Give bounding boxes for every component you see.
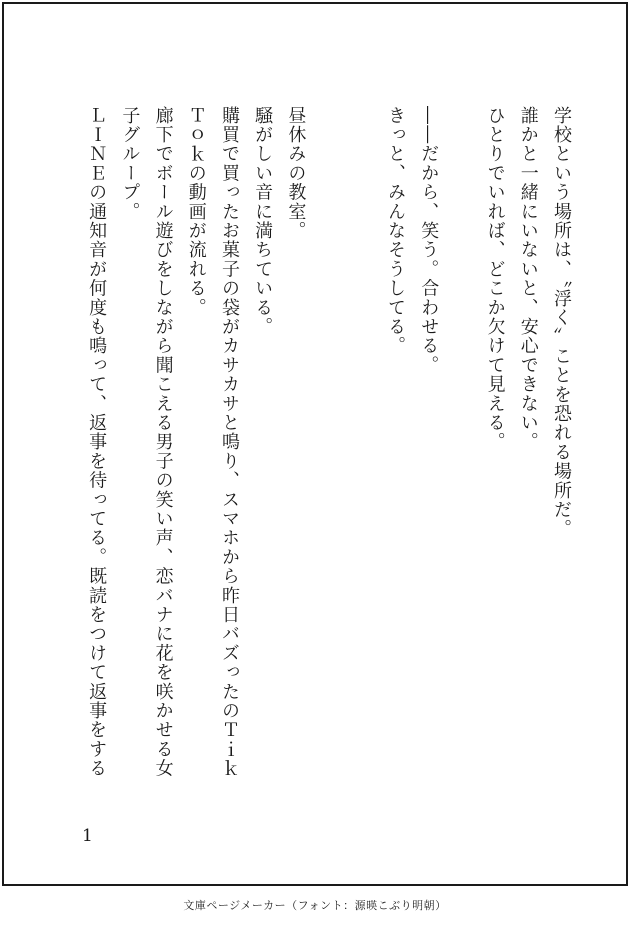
text-line: 誰かと一緒にいないと、安心できない。 [517,106,539,452]
text-line: Ｔｏｋの動画が流れる。 [185,106,207,318]
text-line: ――だから、笑う。合わせる。 [418,106,440,375]
text-line: 学校という場所は、〝浮く〟ことを恐れる場所だ。 [551,106,572,539]
text-line: 昼休みの教室。 [285,106,307,241]
text-line: ＬＩＮＥの通知音が何度も鳴って、返事を待ってる。既読をつけて返事をする [86,106,108,778]
text-line: きっと、みんなそうしてる。 [384,106,406,356]
text-line: 騒がしい音に満ちている。 [252,106,274,337]
text-line: 子グループ。 [119,106,141,222]
blank-line [346,106,379,796]
blank-line [445,106,478,796]
page-number: 1 [82,826,93,846]
blank-line [312,106,345,796]
vertical-body-text [80,106,578,796]
footer-caption: 文庫ページメーカー（フォント：源暎こぶり明朝） [183,899,447,912]
text-line: 廊下でボール遊びをしながら聞こえる男子の笑い声、恋バナに花を咲かせる女 [152,106,174,778]
text-line: ひとりでいれば、どこか欠けて見える。 [484,106,506,452]
text-line: 購買で買ったお菓子の袋がカサカサと鳴り、スマホから昨日バズったのＴｉｋ [218,106,240,778]
book-page [2,2,628,886]
